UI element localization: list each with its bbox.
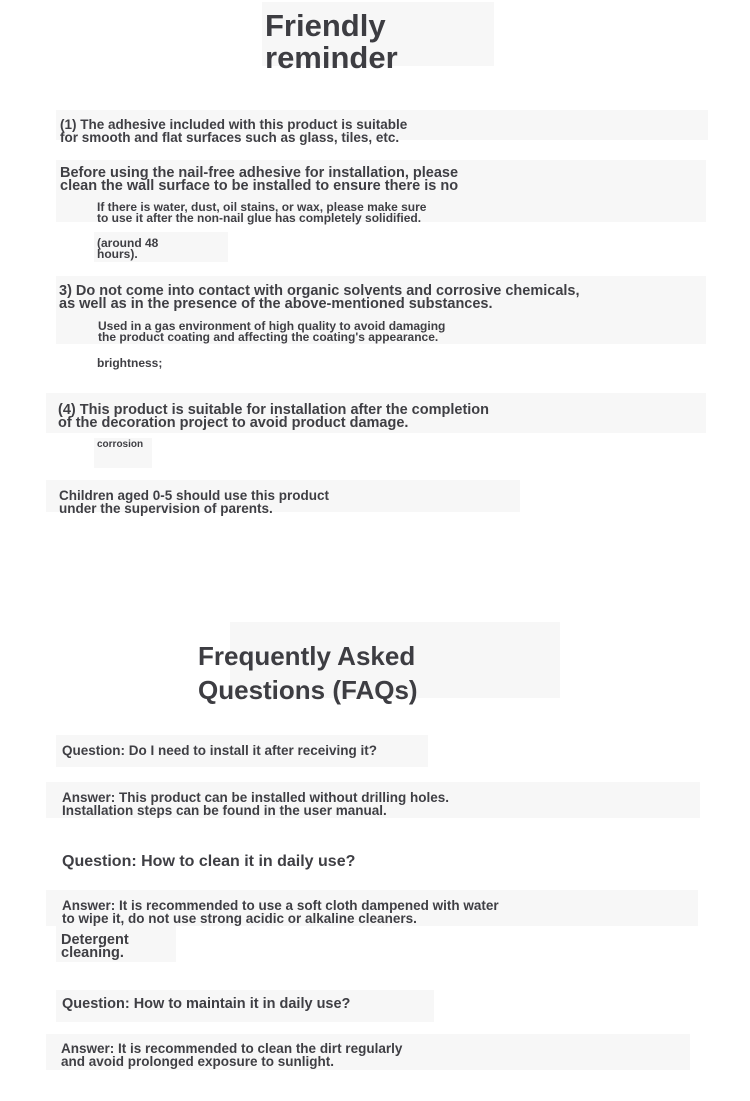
reminder-item-3-heading: 3) Do not come into contact with organic solvents and corrosive chemicals, as well as in the presence of the above-mentioned substances. bbox=[59, 283, 580, 312]
reminder-item-2-body: If there is water, dust, oil stains, or wax, please make sure to use it after the non-nail glue has completely solidified. bbox=[97, 200, 427, 225]
reminder-item-2-note: (around 48 hours). bbox=[97, 236, 159, 261]
reminder-item-3-body: Used in a gas environment of high quality to avoid damaging the product coating and affecting the coating's appearance. bbox=[98, 319, 446, 344]
faq-answer-2: Answer: It is recommended to use a soft cloth dampened with water to wipe it, do not use strong acidic or alkaline cleaners. bbox=[62, 898, 499, 926]
faq-question-3: Question: How to maintain it in daily use? bbox=[62, 996, 351, 1012]
reminder-title: Friendly reminder bbox=[265, 8, 398, 75]
faq-title: Frequently Asked Questions (FAQs) bbox=[198, 641, 418, 705]
faq-question-1: Question: Do I need to install it after receiving it? bbox=[62, 743, 378, 758]
reminder-item-1: (1) The adhesive included with this product is suitable for smooth and flat surfaces such as glass, tiles, etc. bbox=[60, 117, 408, 145]
reminder-item-2-heading: Before using the nail-free adhesive for installation, please clean the wall surface to be installed to ensure there is no bbox=[60, 165, 459, 194]
faq-answer-3: Answer: It is recommended to clean the dirt regularly and avoid prolonged exposure to sunlight. bbox=[61, 1041, 403, 1069]
reminder-item-4-heading: (4) This product is suitable for installation after the completion of the decoration project to avoid product damage. bbox=[58, 402, 490, 431]
reminder-item-3-note: brightness; bbox=[97, 356, 163, 370]
children-notice: Children aged 0-5 should use this product under the supervision of parents. bbox=[59, 488, 330, 516]
faq-answer-2-note: Detergent cleaning. bbox=[61, 932, 129, 961]
faq-question-2: Question: How to clean it in daily use? bbox=[62, 853, 356, 870]
faq-answer-1: Answer: This product can be installed without drilling holes. Installation steps can be found in the user manual. bbox=[62, 790, 450, 818]
reminder-item-4-note: corrosion bbox=[97, 439, 144, 450]
